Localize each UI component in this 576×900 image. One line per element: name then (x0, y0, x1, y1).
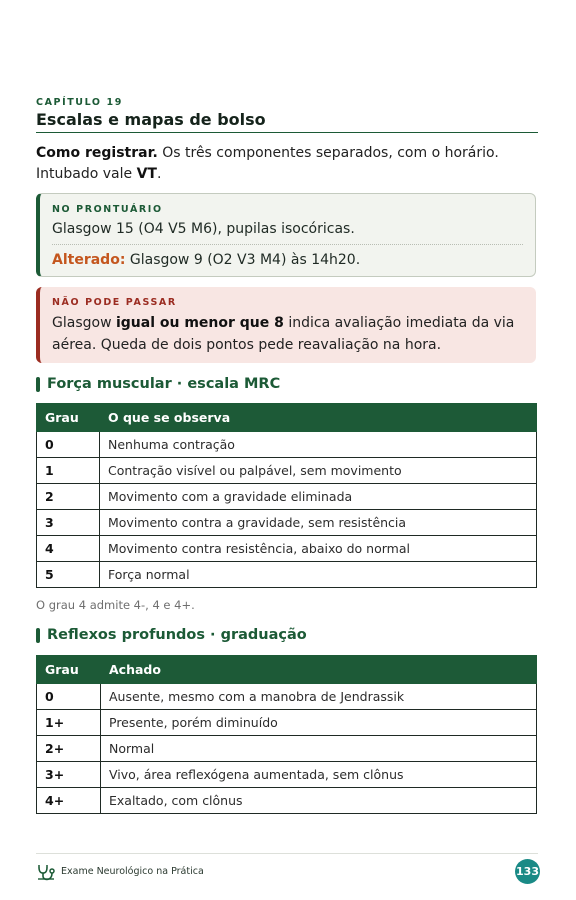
grade-cell: 4+ (37, 788, 101, 814)
grade-cell: 1+ (37, 710, 101, 736)
intro-text: Os três componentes separados, com o horário. Intubado vale (36, 145, 499, 182)
warning-pre: Glasgow (52, 315, 116, 331)
table-row (37, 510, 537, 536)
grade-cell: 5 (37, 562, 100, 588)
description-cell: Movimento contra resistência, abaixo do normal (100, 536, 537, 562)
reflexes-section-heading (36, 627, 307, 643)
altered-text: Glasgow 9 (O2 V3 M4) às 14h20. (125, 252, 361, 268)
section-marker (36, 377, 40, 392)
mrc-table (36, 403, 537, 588)
grade-cell: 2 (37, 484, 100, 510)
mrc-section-heading (36, 376, 280, 392)
warning-tag: NÃO PODE PASSAR (52, 297, 177, 308)
column-header: Grau (37, 404, 100, 432)
grade-cell: 2+ (37, 736, 101, 762)
table-row (37, 762, 537, 788)
warning-text (52, 312, 530, 356)
grade-cell: 0 (37, 432, 100, 458)
intro-paragraph (36, 143, 540, 185)
finding-cell: Vivo, área reflexógena aumentada, sem clônus (101, 762, 537, 788)
finding-cell: Presente, porém diminuído (101, 710, 537, 736)
grade-cell: 0 (37, 684, 101, 710)
grade-cell: 4 (37, 536, 100, 562)
mrc-footnote: O grau 4 admite 4-, 4 e 4+. (36, 598, 195, 612)
warning-box (36, 287, 536, 363)
grade-cell: 3 (37, 510, 100, 536)
altered-label: Alterado: (52, 252, 126, 268)
chapter-title: Escalas e mapas de bolso (36, 110, 266, 129)
footer-divider (36, 853, 538, 854)
column-header: Achado (101, 656, 537, 684)
description-cell: Força normal (100, 562, 537, 588)
description-cell: Movimento com a gravidade eliminada (100, 484, 537, 510)
grade-cell: 3+ (37, 762, 101, 788)
finding-cell: Normal (101, 736, 537, 762)
reflexes-section-title: Reflexos profundos · graduação (47, 627, 307, 643)
table-header-row (37, 656, 537, 684)
warning-bold: igual ou menor que 8 (115, 315, 284, 331)
reflexes-table (36, 655, 537, 814)
intro-lead: Como registrar. (36, 145, 158, 161)
finding-cell: Exaltado, com clônus (101, 788, 537, 814)
stethoscope-icon (36, 862, 56, 882)
chapter-label: CAPÍTULO 19 (36, 97, 123, 108)
mrc-section-title: Força muscular · escala MRC (47, 376, 281, 392)
record-note-normal: Glasgow 15 (O4 V5 M6), pupilas isocóricas. (52, 221, 355, 237)
intro-end: . (156, 166, 162, 182)
description-cell: Contração visível ou palpável, sem movimento (100, 458, 537, 484)
record-note-box (36, 193, 536, 277)
table-row (37, 458, 537, 484)
description-cell: Nenhuma contração (100, 432, 537, 458)
table-row (37, 788, 537, 814)
record-note-divider (52, 244, 523, 245)
table-row (37, 684, 537, 710)
table-row (37, 484, 537, 510)
page-number-badge: 133 (515, 859, 540, 884)
table-header-row (37, 404, 537, 432)
table-row (37, 710, 537, 736)
chapter-divider (36, 132, 538, 133)
record-note-altered (52, 249, 360, 271)
table-row (37, 432, 537, 458)
warning-post: indica avaliação imediata da via aérea. Queda de dois pontos pede reavaliação na hora. (52, 315, 515, 353)
column-header: O que se observa (100, 404, 537, 432)
record-note-tag: NO PRONTUÁRIO (52, 204, 163, 215)
column-header: Grau (37, 656, 101, 684)
intro-bold-tail: VT (136, 166, 157, 182)
table-row (37, 562, 537, 588)
section-marker (36, 628, 40, 643)
description-cell: Movimento contra a gravidade, sem resistência (100, 510, 537, 536)
book-title: Exame Neurológico na Prática (61, 866, 204, 877)
table-row (37, 536, 537, 562)
finding-cell: Ausente, mesmo com a manobra de Jendrassik (101, 684, 537, 710)
grade-cell: 1 (37, 458, 100, 484)
table-row (37, 736, 537, 762)
